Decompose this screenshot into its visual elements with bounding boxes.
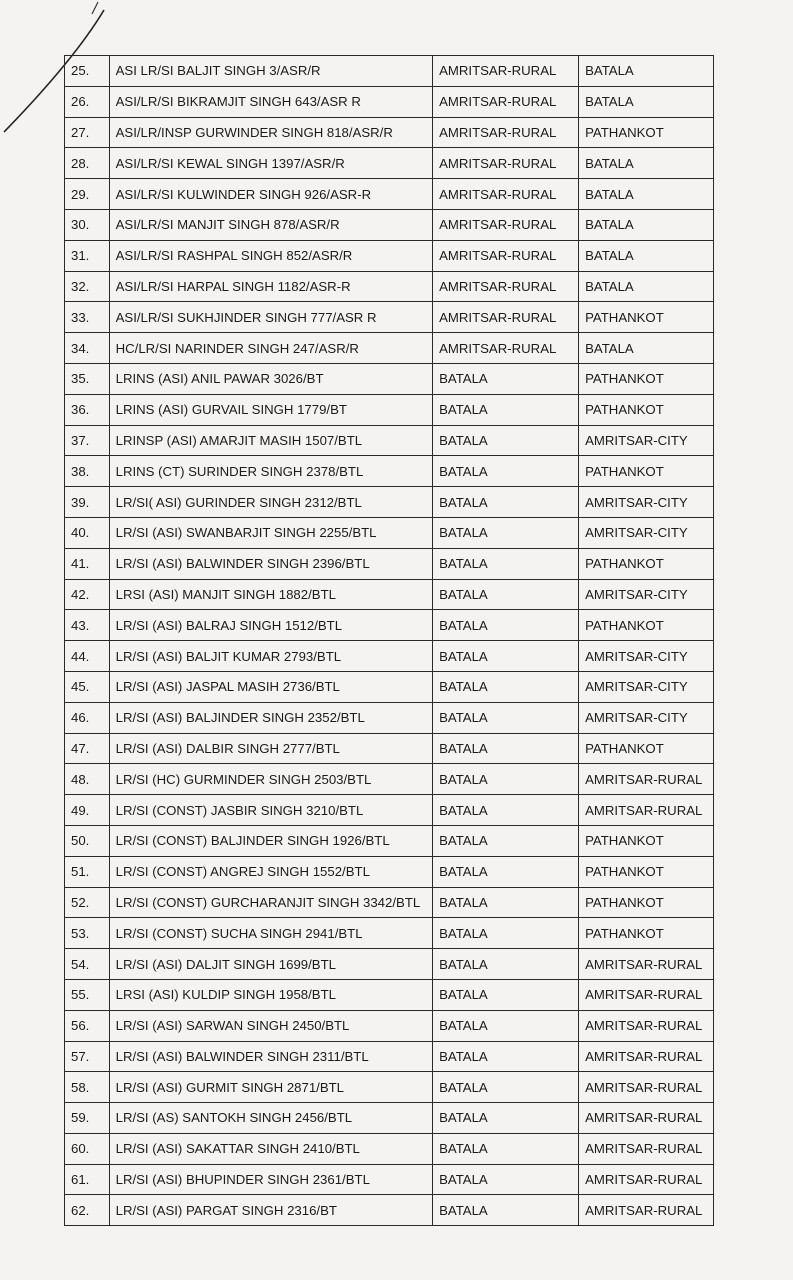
serial-number-cell: 32.: [65, 271, 110, 302]
serial-number-cell: 50.: [65, 825, 110, 856]
officer-name-cell: LR/SI (AS) SANTOKH SINGH 2456/BTL: [109, 1103, 432, 1134]
table-row: [65, 795, 714, 826]
serial-number-cell: 29.: [65, 179, 110, 210]
serial-number-cell: 38.: [65, 456, 110, 487]
serial-number-cell: 44.: [65, 641, 110, 672]
officer-name-cell: LRINSP (ASI) AMARJIT MASIH 1507/BTL: [109, 425, 432, 456]
to-district-cell: PATHANKOT: [579, 456, 714, 487]
table-row: [65, 1041, 714, 1072]
from-district-cell: BATALA: [433, 517, 579, 548]
table-row: [65, 856, 714, 887]
to-district-cell: AMRITSAR-CITY: [579, 671, 714, 702]
from-district-cell: BATALA: [433, 548, 579, 579]
serial-number-cell: 61.: [65, 1164, 110, 1195]
table-row: [65, 148, 714, 179]
from-district-cell: BATALA: [433, 702, 579, 733]
table-row: [65, 1103, 714, 1134]
from-district-cell: AMRITSAR-RURAL: [433, 179, 579, 210]
serial-number-cell: 55.: [65, 979, 110, 1010]
from-district-cell: AMRITSAR-RURAL: [433, 86, 579, 117]
to-district-cell: BATALA: [579, 240, 714, 271]
to-district-cell: AMRITSAR-RURAL: [579, 1010, 714, 1041]
officer-name-cell: LR/SI (CONST) JASBIR SINGH 3210/BTL: [109, 795, 432, 826]
to-district-cell: AMRITSAR-RURAL: [579, 795, 714, 826]
from-district-cell: AMRITSAR-RURAL: [433, 240, 579, 271]
transfer-list-table: [64, 55, 714, 1226]
from-district-cell: BATALA: [433, 610, 579, 641]
table-row: [65, 671, 714, 702]
table-row: [65, 1164, 714, 1195]
table-row: [65, 733, 714, 764]
officer-name-cell: LR/SI (HC) GURMINDER SINGH 2503/BTL: [109, 764, 432, 795]
table-row: [65, 425, 714, 456]
serial-number-cell: 39.: [65, 487, 110, 518]
serial-number-cell: 47.: [65, 733, 110, 764]
table-row: [65, 302, 714, 333]
officer-name-cell: LR/SI (ASI) BHUPINDER SINGH 2361/BTL: [109, 1164, 432, 1195]
to-district-cell: AMRITSAR-RURAL: [579, 979, 714, 1010]
serial-number-cell: 35.: [65, 363, 110, 394]
to-district-cell: AMRITSAR-CITY: [579, 517, 714, 548]
from-district-cell: BATALA: [433, 856, 579, 887]
officer-name-cell: LR/SI (CONST) SUCHA SINGH 2941/BTL: [109, 918, 432, 949]
officer-name-cell: LRINS (ASI) ANIL PAWAR 3026/BT: [109, 363, 432, 394]
table-row: [65, 1133, 714, 1164]
from-district-cell: BATALA: [433, 579, 579, 610]
officer-name-cell: ASI/LR/SI HARPAL SINGH 1182/ASR-R: [109, 271, 432, 302]
from-district-cell: BATALA: [433, 425, 579, 456]
officer-name-cell: ASI/LR/SI RASHPAL SINGH 852/ASR/R: [109, 240, 432, 271]
officer-name-cell: ASI/LR/SI MANJIT SINGH 878/ASR/R: [109, 209, 432, 240]
table-row: [65, 825, 714, 856]
from-district-cell: AMRITSAR-RURAL: [433, 117, 579, 148]
serial-number-cell: 54.: [65, 949, 110, 980]
officer-name-cell: ASI LR/SI BALJIT SINGH 3/ASR/R: [109, 56, 432, 87]
serial-number-cell: 31.: [65, 240, 110, 271]
from-district-cell: BATALA: [433, 1041, 579, 1072]
serial-number-cell: 41.: [65, 548, 110, 579]
from-district-cell: BATALA: [433, 671, 579, 702]
from-district-cell: BATALA: [433, 1164, 579, 1195]
officer-name-cell: HC/LR/SI NARINDER SINGH 247/ASR/R: [109, 333, 432, 364]
serial-number-cell: 43.: [65, 610, 110, 641]
to-district-cell: BATALA: [579, 179, 714, 210]
officer-name-cell: LR/SI (ASI) BALWINDER SINGH 2311/BTL: [109, 1041, 432, 1072]
from-district-cell: AMRITSAR-RURAL: [433, 271, 579, 302]
from-district-cell: BATALA: [433, 795, 579, 826]
from-district-cell: BATALA: [433, 733, 579, 764]
to-district-cell: PATHANKOT: [579, 363, 714, 394]
serial-number-cell: 28.: [65, 148, 110, 179]
to-district-cell: AMRITSAR-RURAL: [579, 764, 714, 795]
to-district-cell: AMRITSAR-CITY: [579, 702, 714, 733]
serial-number-cell: 48.: [65, 764, 110, 795]
table-row: [65, 764, 714, 795]
to-district-cell: AMRITSAR-CITY: [579, 487, 714, 518]
from-district-cell: BATALA: [433, 1133, 579, 1164]
from-district-cell: BATALA: [433, 641, 579, 672]
officer-name-cell: LR/SI (ASI) BALWINDER SINGH 2396/BTL: [109, 548, 432, 579]
from-district-cell: BATALA: [433, 394, 579, 425]
to-district-cell: BATALA: [579, 86, 714, 117]
to-district-cell: PATHANKOT: [579, 918, 714, 949]
from-district-cell: BATALA: [433, 1103, 579, 1134]
table-row: [65, 179, 714, 210]
to-district-cell: PATHANKOT: [579, 856, 714, 887]
from-district-cell: BATALA: [433, 487, 579, 518]
serial-number-cell: 42.: [65, 579, 110, 610]
serial-number-cell: 59.: [65, 1103, 110, 1134]
table-row: [65, 363, 714, 394]
from-district-cell: AMRITSAR-RURAL: [433, 209, 579, 240]
serial-number-cell: 49.: [65, 795, 110, 826]
to-district-cell: AMRITSAR-CITY: [579, 641, 714, 672]
table-row: [65, 394, 714, 425]
serial-number-cell: 33.: [65, 302, 110, 333]
to-district-cell: PATHANKOT: [579, 548, 714, 579]
to-district-cell: PATHANKOT: [579, 117, 714, 148]
serial-number-cell: 30.: [65, 209, 110, 240]
officer-name-cell: LR/SI (ASI) SWANBARJIT SINGH 2255/BTL: [109, 517, 432, 548]
table-row: [65, 117, 714, 148]
officer-name-cell: ASI/LR/SI KULWINDER SINGH 926/ASR-R: [109, 179, 432, 210]
officer-name-cell: LR/SI (ASI) PARGAT SINGH 2316/BT: [109, 1195, 432, 1226]
to-district-cell: AMRITSAR-RURAL: [579, 1072, 714, 1103]
officer-name-cell: LR/SI (CONST) BALJINDER SINGH 1926/BTL: [109, 825, 432, 856]
serial-number-cell: 60.: [65, 1133, 110, 1164]
to-district-cell: BATALA: [579, 209, 714, 240]
serial-number-cell: 40.: [65, 517, 110, 548]
table-row: [65, 887, 714, 918]
officer-name-cell: LR/SI( ASI) GURINDER SINGH 2312/BTL: [109, 487, 432, 518]
from-district-cell: BATALA: [433, 825, 579, 856]
to-district-cell: PATHANKOT: [579, 887, 714, 918]
officer-name-cell: LR/SI (CONST) GURCHARANJIT SINGH 3342/BTL: [109, 887, 432, 918]
officer-name-cell: LR/SI (ASI) JASPAL MASIH 2736/BTL: [109, 671, 432, 702]
officer-name-cell: ASI/LR/SI SUKHJINDER SINGH 777/ASR R: [109, 302, 432, 333]
table-row: [65, 86, 714, 117]
officer-name-cell: LRINS (CT) SURINDER SINGH 2378/BTL: [109, 456, 432, 487]
serial-number-cell: 62.: [65, 1195, 110, 1226]
to-district-cell: AMRITSAR-RURAL: [579, 1103, 714, 1134]
table-row: [65, 271, 714, 302]
to-district-cell: AMRITSAR-RURAL: [579, 1195, 714, 1226]
officer-name-cell: LR/SI (ASI) SAKATTAR SINGH 2410/BTL: [109, 1133, 432, 1164]
to-district-cell: PATHANKOT: [579, 394, 714, 425]
to-district-cell: PATHANKOT: [579, 733, 714, 764]
table-row: [65, 979, 714, 1010]
serial-number-cell: 58.: [65, 1072, 110, 1103]
table-row: [65, 1072, 714, 1103]
from-district-cell: BATALA: [433, 456, 579, 487]
officer-name-cell: LR/SI (ASI) DALJIT SINGH 1699/BTL: [109, 949, 432, 980]
serial-number-cell: 26.: [65, 86, 110, 117]
table-row: [65, 56, 714, 87]
officer-name-cell: LR/SI (ASI) DALBIR SINGH 2777/BTL: [109, 733, 432, 764]
table-row: [65, 610, 714, 641]
officer-name-cell: ASI/LR/SI KEWAL SINGH 1397/ASR/R: [109, 148, 432, 179]
officer-name-cell: LR/SI (ASI) BALRAJ SINGH 1512/BTL: [109, 610, 432, 641]
from-district-cell: BATALA: [433, 1195, 579, 1226]
from-district-cell: BATALA: [433, 918, 579, 949]
serial-number-cell: 57.: [65, 1041, 110, 1072]
serial-number-cell: 36.: [65, 394, 110, 425]
table-row: [65, 949, 714, 980]
to-district-cell: AMRITSAR-RURAL: [579, 1133, 714, 1164]
serial-number-cell: 37.: [65, 425, 110, 456]
to-district-cell: AMRITSAR-RURAL: [579, 949, 714, 980]
table-row: [65, 517, 714, 548]
to-district-cell: AMRITSAR-RURAL: [579, 1164, 714, 1195]
serial-number-cell: 46.: [65, 702, 110, 733]
officer-name-cell: LRINS (ASI) GURVAIL SINGH 1779/BT: [109, 394, 432, 425]
table-row: [65, 209, 714, 240]
to-district-cell: BATALA: [579, 148, 714, 179]
to-district-cell: AMRITSAR-CITY: [579, 425, 714, 456]
table-row: [65, 487, 714, 518]
table-row: [65, 1010, 714, 1041]
serial-number-cell: 56.: [65, 1010, 110, 1041]
officer-name-cell: LRSI (ASI) KULDIP SINGH 1958/BTL: [109, 979, 432, 1010]
table-row: [65, 918, 714, 949]
from-district-cell: BATALA: [433, 979, 579, 1010]
serial-number-cell: 51.: [65, 856, 110, 887]
serial-number-cell: 34.: [65, 333, 110, 364]
to-district-cell: AMRITSAR-RURAL: [579, 1041, 714, 1072]
officer-name-cell: LR/SI (ASI) BALJINDER SINGH 2352/BTL: [109, 702, 432, 733]
to-district-cell: PATHANKOT: [579, 302, 714, 333]
officer-name-cell: LR/SI (ASI) GURMIT SINGH 2871/BTL: [109, 1072, 432, 1103]
officer-name-cell: ASI/LR/SI BIKRAMJIT SINGH 643/ASR R: [109, 86, 432, 117]
officer-name-cell: LR/SI (ASI) BALJIT KUMAR 2793/BTL: [109, 641, 432, 672]
table-row: [65, 548, 714, 579]
serial-number-cell: 45.: [65, 671, 110, 702]
table-row: [65, 456, 714, 487]
from-district-cell: AMRITSAR-RURAL: [433, 56, 579, 87]
table-row: [65, 702, 714, 733]
from-district-cell: AMRITSAR-RURAL: [433, 302, 579, 333]
to-district-cell: BATALA: [579, 333, 714, 364]
to-district-cell: AMRITSAR-CITY: [579, 579, 714, 610]
from-district-cell: BATALA: [433, 1010, 579, 1041]
serial-number-cell: 53.: [65, 918, 110, 949]
to-district-cell: BATALA: [579, 271, 714, 302]
transfer-list-body: [65, 56, 714, 1226]
serial-number-cell: 25.: [65, 56, 110, 87]
table-row: [65, 333, 714, 364]
officer-name-cell: LR/SI (ASI) SARWAN SINGH 2450/BTL: [109, 1010, 432, 1041]
officer-name-cell: LR/SI (CONST) ANGREJ SINGH 1552/BTL: [109, 856, 432, 887]
serial-number-cell: 52.: [65, 887, 110, 918]
from-district-cell: BATALA: [433, 363, 579, 394]
to-district-cell: BATALA: [579, 56, 714, 87]
from-district-cell: BATALA: [433, 764, 579, 795]
table-row: [65, 579, 714, 610]
table-row: [65, 240, 714, 271]
from-district-cell: BATALA: [433, 949, 579, 980]
from-district-cell: BATALA: [433, 887, 579, 918]
to-district-cell: PATHANKOT: [579, 610, 714, 641]
from-district-cell: AMRITSAR-RURAL: [433, 148, 579, 179]
serial-number-cell: 27.: [65, 117, 110, 148]
from-district-cell: BATALA: [433, 1072, 579, 1103]
table-row: [65, 641, 714, 672]
officer-name-cell: ASI/LR/INSP GURWINDER SINGH 818/ASR/R: [109, 117, 432, 148]
officer-name-cell: LRSI (ASI) MANJIT SINGH 1882/BTL: [109, 579, 432, 610]
from-district-cell: AMRITSAR-RURAL: [433, 333, 579, 364]
to-district-cell: PATHANKOT: [579, 825, 714, 856]
table-row: [65, 1195, 714, 1226]
